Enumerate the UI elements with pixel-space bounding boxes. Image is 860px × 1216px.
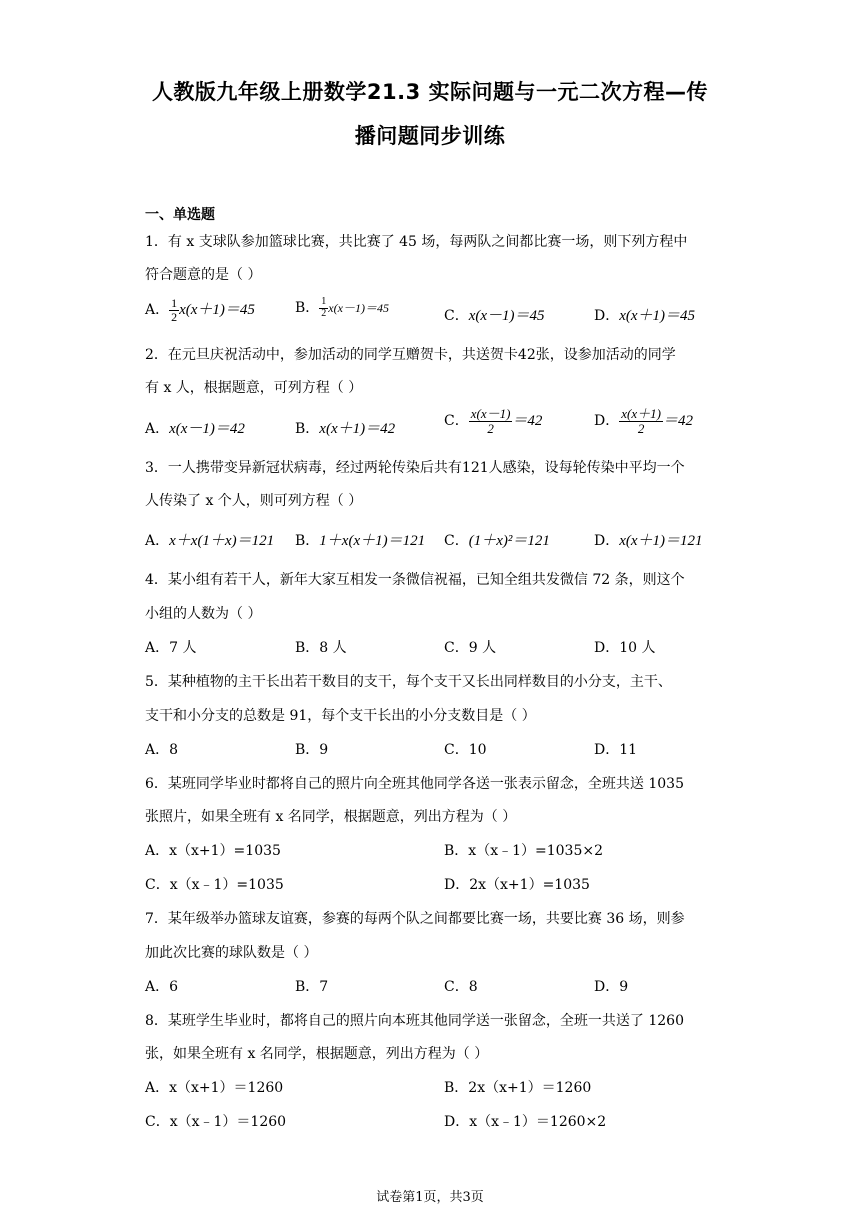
option-text: x（x﹣1）＝1260×2 <box>469 1114 607 1130</box>
option-equation: x(x＋1)＝45 <box>179 302 255 319</box>
fraction <box>619 407 663 435</box>
question-6-option-a[interactable] <box>145 840 281 860</box>
option-label: C． <box>444 413 469 430</box>
question-1-line-1: 1．有 x 支球队参加篮球比赛，共比赛了 45 场，每两队之间都比赛一场，则下列方程中 <box>145 234 688 250</box>
question-5-option-b[interactable] <box>295 739 328 759</box>
question-8-option-b[interactable] <box>444 1077 591 1097</box>
question-2-option-d[interactable] <box>594 407 693 435</box>
question-1-option-a[interactable] <box>145 297 255 323</box>
question-5-option-d[interactable] <box>594 739 637 759</box>
option-text: 10 <box>468 742 487 758</box>
fraction-numerator: 1 <box>171 296 178 310</box>
option-label: A． <box>145 640 170 656</box>
fraction <box>319 297 328 319</box>
option-label: A． <box>145 1080 170 1096</box>
option-text: x（x﹣1）=1035×2 <box>468 843 603 859</box>
question-6-option-b[interactable] <box>444 840 603 860</box>
question-1-option-d[interactable] <box>594 304 695 325</box>
option-label: B． <box>295 979 320 995</box>
option-equation: x(x＋1)＝45 <box>619 308 696 324</box>
option-text: 11 <box>619 742 638 758</box>
option-text: 2x（x+1）＝1260 <box>468 1080 592 1096</box>
question-6-option-d[interactable] <box>444 874 590 894</box>
option-label: C． <box>444 533 469 549</box>
question-8-option-a[interactable] <box>145 1077 283 1097</box>
option-label: C． <box>444 979 469 995</box>
question-8-option-d[interactable] <box>444 1111 606 1131</box>
question-2-option-c[interactable] <box>444 407 542 435</box>
option-label: B． <box>295 300 320 316</box>
question-7-option-b[interactable] <box>295 976 328 996</box>
question-1-option-b[interactable] <box>295 297 389 319</box>
fraction-denominator: 2 <box>487 420 494 436</box>
question-7-line-2: 加此次比赛的球队数是（ ） <box>145 945 318 961</box>
option-text: x（x+1）=1035 <box>169 843 281 859</box>
option-label: B． <box>295 533 320 549</box>
option-label: A． <box>145 533 170 549</box>
question-1-option-c[interactable] <box>444 304 545 325</box>
option-label: D． <box>444 1114 470 1130</box>
question-6-option-c[interactable] <box>145 874 284 894</box>
option-label: C． <box>145 877 170 893</box>
option-equation: x(x＋1)＝42 <box>319 421 396 437</box>
option-text: 2x（x+1）=1035 <box>469 877 590 893</box>
option-equation: x(x－1)＝45 <box>328 301 389 315</box>
option-label: A． <box>145 979 170 995</box>
question-5-line-1: 5．某种植物的主干长出若干数目的支干，每个支干又长出同样数目的小分支，主干、 <box>145 674 672 690</box>
option-label: D． <box>594 742 620 758</box>
question-3-option-c[interactable] <box>444 529 550 550</box>
question-3-option-a[interactable] <box>145 529 274 550</box>
option-label: D． <box>594 640 620 656</box>
question-2-line-1: 2．在元旦庆祝活动中，参加活动的同学互赠贺卡，共送贺卡42张，设参加活动的同学 <box>145 347 676 363</box>
option-label: D． <box>594 533 620 549</box>
option-label: C． <box>145 1114 170 1130</box>
option-equation: 1＋x(x＋1)＝121 <box>319 533 426 549</box>
question-8-line-2: 张，如果全班有 x 名同学，根据题意，列出方程为（ ） <box>145 1046 489 1062</box>
question-7-option-c[interactable] <box>444 976 478 996</box>
option-text: 7 人 <box>169 640 197 656</box>
option-text: 8 <box>169 742 179 758</box>
option-equation: ＝42 <box>662 413 693 430</box>
option-equation: x＋x(1＋x)＝121 <box>169 533 275 549</box>
option-label: B． <box>295 742 320 758</box>
option-label: C． <box>444 640 469 656</box>
fraction-denominator: 2 <box>171 309 178 324</box>
question-4-option-a[interactable] <box>145 637 196 657</box>
question-3-line-1: 3．一人携带变异新冠状病毒，经过两轮传染后共有121人感染，设每轮传染中平均一个 <box>145 460 685 476</box>
fraction-denominator: 2 <box>637 420 645 436</box>
question-4-option-c[interactable] <box>444 637 496 657</box>
question-5-line-2: 支干和小分支的总数是 91，每个支干长出的小分支数目是（ ） <box>145 708 536 724</box>
question-6-line-1: 6．某班同学毕业时都将自己的照片向全班其他同学各送一张表示留念，全班共送 1035 <box>145 776 684 792</box>
fraction <box>169 297 179 323</box>
question-2-line-2: 有 x 人，根据题意，可列方程（ ） <box>145 380 363 396</box>
option-label: A． <box>145 742 170 758</box>
section-heading: 一、单选题 <box>145 207 215 223</box>
option-equation: x(x－1)＝42 <box>169 421 245 437</box>
option-text: x（x﹣1）＝1260 <box>169 1114 287 1130</box>
question-7-option-d[interactable] <box>594 976 628 996</box>
option-text: 9 <box>319 742 329 758</box>
question-3-line-2: 人传染了 x 个人，则可列方程（ ） <box>145 493 363 509</box>
option-equation: ＝42 <box>512 413 543 430</box>
option-text: 7 <box>319 979 329 995</box>
option-text: x（x+1）＝1260 <box>169 1080 284 1096</box>
fraction-denominator: 2 <box>321 307 327 319</box>
page-title-line-2: 播问题同步训练 <box>354 124 506 148</box>
option-label: D． <box>594 308 620 324</box>
option-text: 10 人 <box>619 640 656 656</box>
option-label: C． <box>444 742 469 758</box>
question-2-option-a[interactable] <box>145 417 245 438</box>
option-label: A． <box>145 421 170 437</box>
fraction-numerator: x(x－1) <box>470 406 511 421</box>
question-4-line-2: 小组的人数为（ ） <box>145 606 262 622</box>
fraction <box>469 407 513 435</box>
question-7-line-1: 7．某年级举办篮球友谊赛，参赛的每两个队之间都要比赛一场，共要比赛 36 场，则参 <box>145 911 685 927</box>
option-label: D． <box>594 979 620 995</box>
option-equation: (1＋x)²＝121 <box>468 533 550 549</box>
option-text: 9 人 <box>468 640 497 656</box>
option-text: x（x﹣1）=1035 <box>169 877 284 893</box>
fraction-numerator: x(x＋1) <box>621 406 661 421</box>
question-4-option-d[interactable] <box>594 637 656 657</box>
question-7-option-a[interactable] <box>145 976 178 996</box>
option-label: D． <box>444 877 470 893</box>
option-label: C． <box>444 308 469 324</box>
page-title-line-1: 人教版九年级上册数学21.3 实际问题与一元二次方程—传 <box>151 80 709 104</box>
option-label: A． <box>145 302 170 319</box>
question-4-option-b[interactable] <box>295 637 347 657</box>
option-text: 8 <box>468 979 478 995</box>
option-label: A． <box>145 843 170 859</box>
question-1-line-2: 符合题意的是（ ） <box>145 267 262 283</box>
question-5-option-a[interactable] <box>145 739 178 759</box>
question-8-line-1: 8．某班学生毕业时，都将自己的照片向本班其他同学送一张留念，全班一共送了 1260 <box>145 1013 684 1029</box>
option-equation: x(x＋1)＝121 <box>619 533 703 549</box>
question-3-option-b[interactable] <box>295 529 425 550</box>
option-label: B． <box>295 421 320 437</box>
fraction-numerator: 1 <box>321 296 327 307</box>
question-8-option-c[interactable] <box>145 1111 286 1131</box>
option-equation: x(x－1)＝45 <box>468 308 545 324</box>
option-text: 6 <box>169 979 179 995</box>
option-label: B． <box>295 640 320 656</box>
option-label: D． <box>594 413 620 430</box>
option-text: 9 <box>619 979 629 995</box>
question-6-line-2: 张照片，如果全班有 x 名同学，根据题意，列出方程为（ ） <box>145 809 517 825</box>
question-3-option-d[interactable] <box>594 529 703 550</box>
option-label: B． <box>444 843 469 859</box>
question-2-option-b[interactable] <box>295 417 395 438</box>
option-text: 8 人 <box>319 640 347 656</box>
question-5-option-c[interactable] <box>444 739 487 759</box>
page-footer: 试卷第1页，共3页 <box>376 1190 484 1205</box>
question-4-line-1: 4．某小组有若干人，新年大家互相发一条微信祝福，已知全组共发微信 72 条，则这个 <box>145 572 685 588</box>
option-label: B． <box>444 1080 469 1096</box>
